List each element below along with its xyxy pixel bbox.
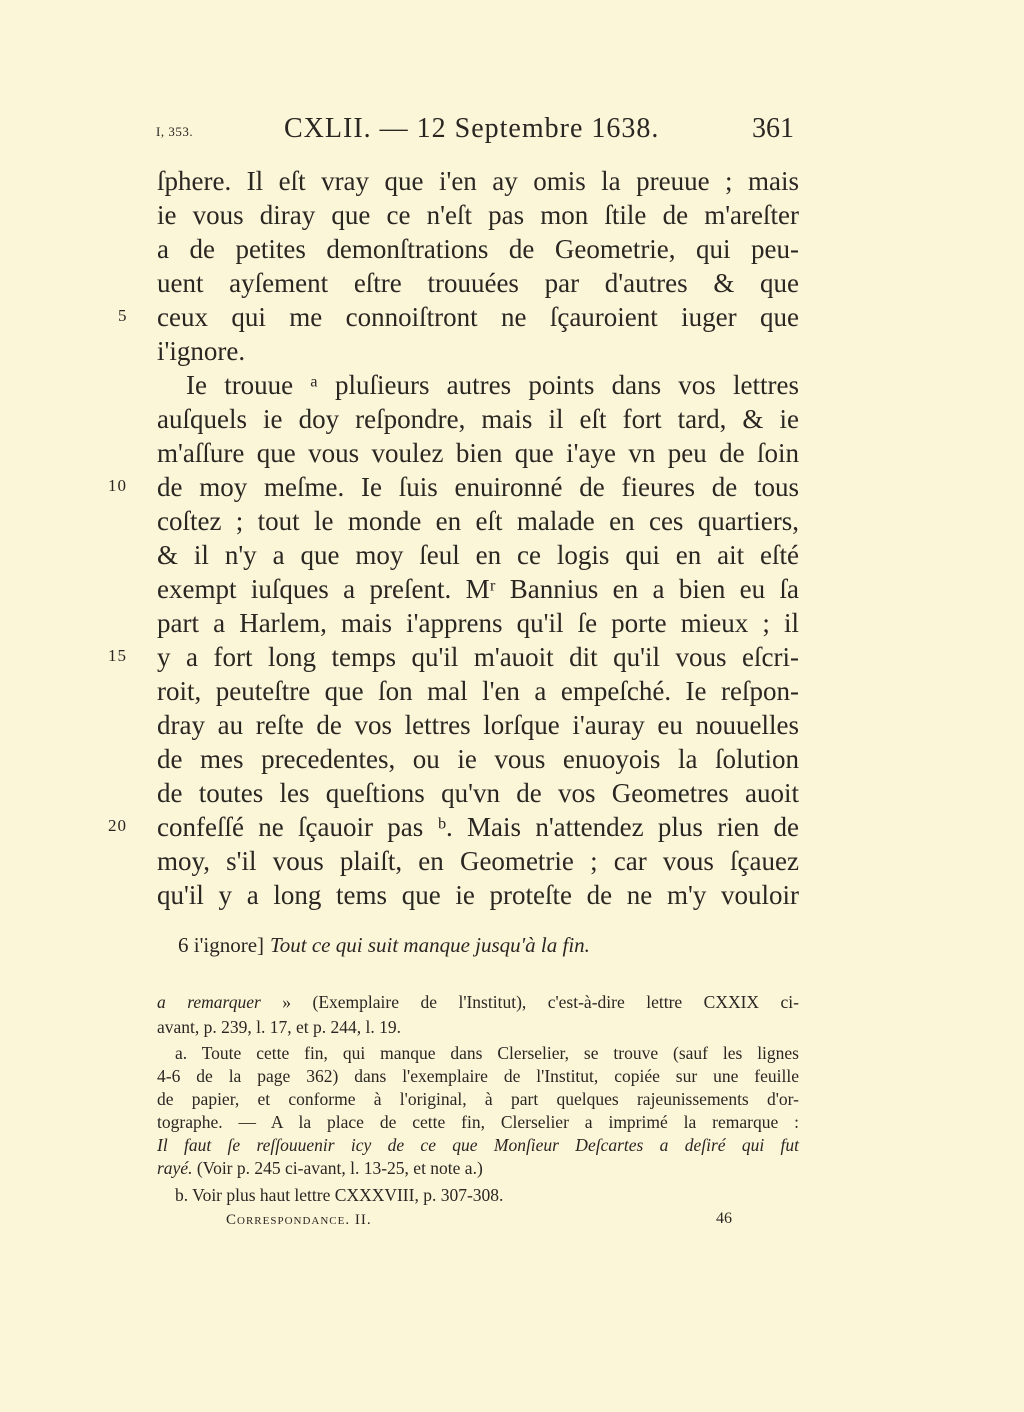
body-line: ceux qui me connoiſtront ne ſçauroient iuger que	[157, 302, 799, 332]
page-number: 361	[752, 113, 794, 144]
body-line: confeſſé ne ſçauoir pas ᵇ. Mais n'attendez plus rien de	[157, 812, 799, 842]
body-line: exempt iuſques a preſent. Mʳ Bannius en a bien eu ſa	[157, 574, 799, 604]
variant-text: Tout ce qui suit manque jusqu'à la fin.	[270, 933, 590, 957]
body-line: de mes precedentes, ou ie vous enuoyois la ſolution	[157, 744, 799, 774]
footnote-a: a. Toute cette fin, qui manque dans Clerselier, se trouve (sauf les lignes	[175, 1043, 799, 1063]
variant-note	[178, 933, 590, 958]
signature-title: Correspondance. II.	[226, 1212, 372, 1228]
variant-reference: 6 i'ignore]	[178, 933, 265, 957]
body-line: m'aſſure que vous voulez bien que i'aye vn peu de ſoin	[157, 438, 799, 468]
line-number: 10	[108, 476, 127, 495]
body-line: de toutes les queſtions qu'vn de vos Geometres auoit	[157, 778, 799, 808]
footnote-line	[157, 990, 799, 1014]
footnote-line	[157, 1156, 799, 1180]
body-line: ſphere. Il eſt vray que i'en ay omis la preuue ; mais	[157, 166, 799, 196]
body-line: roit, peuteſtre que ſon mal l'en a empeſché. Ie reſpon-	[157, 676, 799, 706]
footnote-italic-text: rayé.	[157, 1158, 193, 1178]
body-line: & il n'y a que moy ſeul en ce logis qui en ait eſté	[157, 540, 799, 570]
footnote-line: avant, p. 239, l. 17, et p. 244, l. 19.	[157, 1017, 402, 1037]
body-line: ie vous diray que ce n'eſt pas mon ſtile de m'areſter	[157, 200, 799, 230]
body-line: a de petites demonſtrations de Geometrie, qui peu-	[157, 234, 799, 264]
body-line: i'ignore.	[157, 336, 246, 366]
footnote-line: Il faut ſe reſſouuenir icy de ce que Monſieur Deſcartes a deſiré qui fut	[157, 1135, 799, 1155]
body-line: auſquels ie doy reſpondre, mais il eſt fort tard, & ie	[157, 404, 799, 434]
body-line: uent ayſement eſtre trouuées par d'autres & que	[157, 268, 799, 298]
footnote-text: (Voir p. 245 ci-avant, l. 13-25, et note a.)	[192, 1158, 483, 1178]
body-line: qu'il y a long tems que ie proteſte de ne m'y vouloir	[157, 880, 799, 910]
footnote-b: b. Voir plus haut lettre CXXXVIII, p. 307-308.	[175, 1185, 504, 1205]
line-number: 20	[108, 816, 127, 835]
body-line: y a fort long temps qu'il m'auoit dit qu'il vous eſcri-	[157, 642, 799, 672]
footnote-line: 4-6 de la page 362) dans l'exemplaire de l'Institut, copiée sur une feuille	[157, 1066, 799, 1086]
footnote-line: de papier, et conforme à l'original, à part quelques rajeunissements d'or-	[157, 1089, 799, 1109]
footnote-italic-text: a remarquer	[157, 992, 261, 1012]
body-line: Ie trouue ᵃ pluſieurs autres points dans vos lettres	[186, 370, 799, 400]
footnote-text: » (Exemplaire de l'Institut), c'est-à-dire lettre CXXIX ci-	[260, 992, 799, 1012]
body-line: dray au reſte de vos lettres lorſque i'auray eu nouuelles	[157, 710, 799, 740]
signature-number: 46	[716, 1210, 732, 1227]
line-number: 5	[118, 306, 128, 325]
footnote-line: tographe. — A la place de cette fin, Clerselier a imprimé la remarque :	[157, 1112, 799, 1132]
body-line: part a Harlem, mais i'apprens qu'il ſe porte mieux ; il	[157, 608, 799, 638]
header-title: CXLII. — 12 Septembre 1638.	[284, 113, 660, 144]
body-line: moy, s'il vous plaiſt, en Geometrie ; car vous ſçauez	[157, 846, 799, 876]
body-line: de moy meſme. Ie ſuis enuironné de fieures de tous	[157, 472, 799, 502]
header-reference: I, 353.	[156, 124, 194, 139]
body-line: coſtez ; tout le monde en eſt malade en ces quartiers,	[157, 506, 799, 536]
line-number: 15	[108, 646, 127, 665]
